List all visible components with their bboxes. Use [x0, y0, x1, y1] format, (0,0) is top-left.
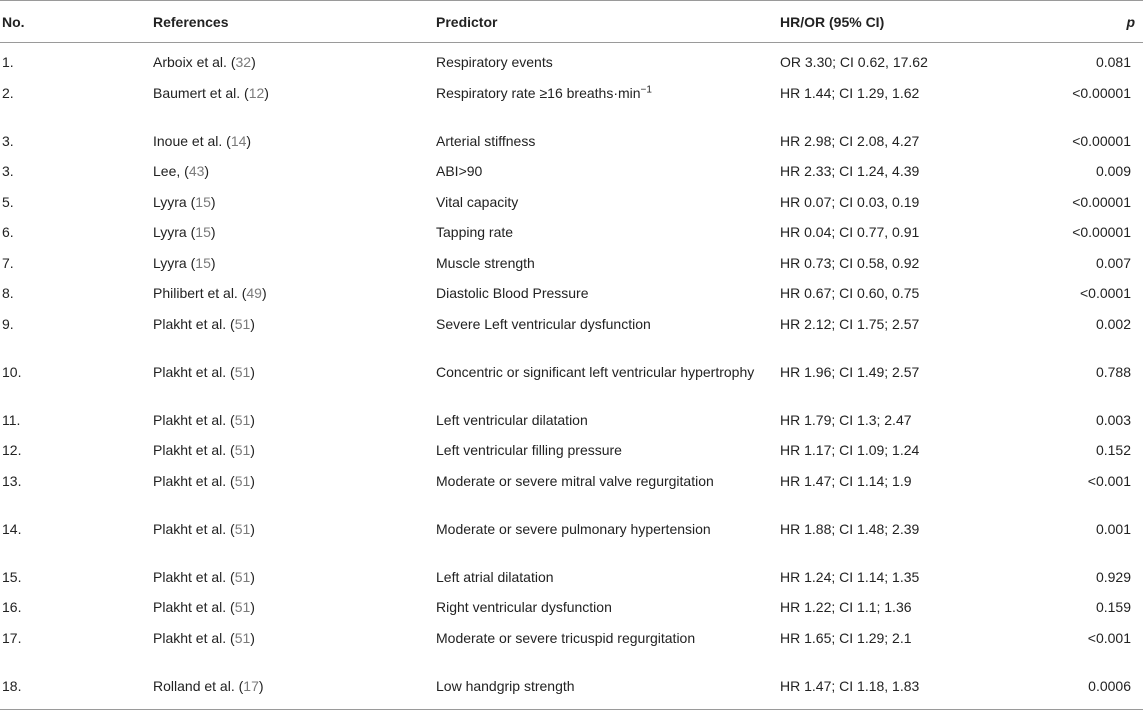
predictor-cell	[434, 594, 778, 625]
reference-close-paren: )	[258, 677, 264, 694]
reference-citation-link[interactable]: 15	[195, 224, 211, 240]
reference-author: Lyyra (	[153, 254, 196, 271]
reference-author: Plakht et al. (	[153, 442, 235, 458]
predictor-cell	[434, 128, 778, 159]
reference-citation-link[interactable]: 51	[234, 599, 251, 615]
table-row	[0, 311, 1143, 359]
table-row	[0, 437, 1143, 468]
reference-close-paren: )	[246, 132, 252, 149]
predictor-cell	[434, 189, 778, 220]
predictor-text: Vital capacity	[436, 193, 519, 210]
p-value-cell: <0.00001	[1072, 84, 1131, 101]
p-value-cell: 0.0006	[1068, 673, 1143, 710]
row-number: 13.	[2, 472, 22, 489]
table-row	[0, 280, 1143, 311]
predictor-superscript: −1	[640, 83, 652, 95]
header-no: No.	[0, 1, 151, 43]
p-value-cell: 0.081	[1095, 54, 1131, 70]
row-number: 11.	[2, 411, 21, 428]
p-value-cell: 0.002	[1095, 315, 1131, 332]
predictor-text: Right ventricular dysfunction	[436, 599, 612, 615]
table-row	[0, 468, 1143, 516]
row-number: 3.	[2, 163, 14, 179]
header-predictor: Predictor	[434, 1, 778, 43]
predictor-text: Concentric or significant left ventricular hypertrophy	[436, 363, 755, 380]
predictor-text: ABI>90	[436, 163, 483, 179]
predictor-cell	[434, 625, 778, 673]
reference-cell	[151, 564, 434, 595]
row-number: 16.	[2, 599, 22, 615]
predictor-cell	[434, 158, 778, 189]
reference-close-paren: )	[250, 411, 255, 428]
header-references: References	[151, 1, 434, 43]
reference-close-paren: )	[204, 163, 210, 179]
reference-citation-link[interactable]: 43	[188, 163, 205, 179]
table-row	[0, 189, 1143, 220]
row-number: 15.	[2, 568, 22, 585]
p-value-cell: 0.788	[1095, 363, 1131, 380]
table-row	[0, 219, 1143, 250]
predictor-text: Moderate or severe tricuspid regurgitation	[436, 629, 696, 646]
predictor-cell	[434, 516, 778, 564]
reference-cell	[151, 437, 434, 468]
predictor-text: Moderate or severe mitral valve regurgitation	[436, 472, 714, 489]
reference-citation-link[interactable]: 51	[234, 520, 251, 537]
predictor-text: Left ventricular dilatation	[436, 411, 588, 428]
reference-close-paren: )	[250, 568, 255, 585]
reference-close-paren: )	[251, 54, 256, 70]
table-row	[0, 516, 1143, 564]
p-value-cell: <0.001	[1087, 629, 1131, 646]
reference-author: Lyyra (	[153, 193, 196, 210]
p-value-cell: <0.00001	[1072, 193, 1131, 210]
header-hr-or: HR/OR (95% CI)	[778, 1, 1068, 43]
hr-or-cell: HR 1.88; CI 1.48; 2.39	[780, 520, 920, 537]
predictor-cell	[434, 80, 778, 128]
table-row	[0, 80, 1143, 128]
reference-author: Arboix et al. (	[153, 54, 236, 70]
table-row	[0, 407, 1143, 438]
reference-close-paren: )	[250, 315, 255, 332]
row-number: 17.	[2, 629, 22, 646]
reference-citation-link[interactable]: 12	[248, 84, 265, 101]
reference-close-paren: )	[250, 599, 255, 615]
reference-cell	[151, 407, 434, 438]
predictor-text: Arterial stiffness	[436, 132, 536, 149]
hr-or-cell: HR 1.22; CI 1.1; 1.36	[780, 599, 912, 615]
reference-cell	[151, 359, 434, 407]
reference-cell	[151, 280, 434, 311]
predictor-text: Low handgrip strength	[436, 677, 575, 694]
p-value-cell: 0.159	[1095, 599, 1131, 615]
reference-author: Plakht et al. (	[153, 472, 235, 489]
reference-cell	[151, 673, 434, 710]
predictor-cell	[434, 280, 778, 311]
row-number: 6.	[2, 224, 14, 240]
p-value-cell: 0.001	[1095, 520, 1131, 537]
reference-close-paren: )	[210, 193, 216, 210]
reference-cell	[151, 43, 434, 80]
reference-citation-link[interactable]: 51	[234, 442, 251, 458]
header-row	[0, 1, 1143, 43]
reference-citation-link[interactable]: 51	[234, 472, 251, 489]
predictor-text: Muscle strength	[436, 254, 535, 271]
hr-or-cell: HR 0.04; CI 0.77, 0.91	[780, 224, 920, 240]
reference-cell	[151, 158, 434, 189]
row-number: 18.	[0, 673, 151, 710]
hr-or-cell: HR 1.47; CI 1.14; 1.9	[780, 472, 912, 489]
p-value-cell: 0.007	[1095, 254, 1131, 271]
table-row	[0, 250, 1143, 281]
hr-or-cell: OR 3.30; CI 0.62, 17.62	[780, 54, 928, 70]
row-number: 12.	[2, 442, 22, 458]
reference-cell	[151, 516, 434, 564]
reference-author: Plakht et al. (	[153, 411, 235, 428]
predictor-cell	[434, 437, 778, 468]
row-number: 7.	[2, 254, 14, 271]
predictor-text: Tapping rate	[436, 224, 514, 240]
reference-author: Plakht et al. (	[153, 568, 235, 585]
hr-or-cell: HR 2.33; CI 1.24, 4.39	[780, 163, 920, 179]
p-value-cell: 0.009	[1095, 163, 1131, 179]
hr-or-cell: HR 0.67; CI 0.60, 0.75	[780, 285, 920, 301]
row-number: 5.	[2, 193, 14, 210]
reference-close-paren: )	[264, 84, 269, 101]
reference-close-paren: )	[250, 520, 255, 537]
reference-citation-link[interactable]: 51	[234, 629, 251, 646]
reference-author: Inoue et al. (	[153, 132, 231, 149]
table-row	[0, 625, 1143, 673]
reference-cell	[151, 80, 434, 128]
reference-citation-link[interactable]: 51	[234, 411, 251, 428]
reference-citation-link[interactable]: 51	[234, 363, 251, 380]
reference-cell	[151, 468, 434, 516]
row-number: 14.	[2, 520, 22, 537]
hr-or-cell: HR 1.17; CI 1.09; 1.24	[780, 442, 920, 458]
reference-author: Plakht et al. (	[153, 599, 235, 615]
row-number: 3.	[2, 132, 14, 149]
hr-or-cell: HR 1.24; CI 1.14; 1.35	[780, 568, 920, 585]
reference-citation-link[interactable]: 51	[234, 568, 251, 585]
hr-or-cell: HR 2.98; CI 2.08, 4.27	[780, 132, 920, 149]
reference-close-paren: )	[250, 472, 255, 489]
reference-citation-link[interactable]: 32	[235, 54, 252, 70]
row-number: 8.	[2, 285, 14, 301]
table-row	[0, 594, 1143, 625]
hr-or-cell: HR 0.73; CI 0.58, 0.92	[780, 254, 920, 271]
reference-citation-link[interactable]: 14	[230, 132, 247, 149]
row-number: 2.	[2, 84, 14, 101]
p-value-cell: 0.003	[1095, 411, 1131, 428]
p-value-cell: <0.0001	[1080, 285, 1131, 301]
reference-citation-link[interactable]: 15	[195, 193, 211, 210]
reference-citation-link[interactable]: 49	[246, 285, 262, 301]
p-value-cell: <0.00001	[1072, 132, 1131, 149]
predictor-text: Moderate or severe pulmonary hypertension	[436, 520, 711, 537]
predictor-cell	[434, 219, 778, 250]
row-number: 10.	[2, 363, 22, 380]
predictor-text: Severe Left ventricular dysfunction	[436, 315, 651, 332]
reference-author: Plakht et al. (	[153, 315, 235, 332]
table-row	[0, 43, 1143, 80]
predictor-text: Left ventricular filling pressure	[436, 442, 622, 458]
predictor-text: Diastolic Blood Pressure	[436, 285, 589, 301]
reference-cell	[151, 128, 434, 159]
reference-close-paren: )	[250, 629, 255, 646]
p-value-cell: <0.001	[1087, 472, 1131, 489]
row-number: 1.	[2, 54, 14, 70]
hr-or-cell: HR 1.44; CI 1.29, 1.62	[780, 84, 920, 101]
reference-author: Philibert et al. (	[153, 285, 247, 301]
table-body	[0, 43, 1143, 710]
reference-author: Plakht et al. (	[153, 629, 235, 646]
reference-cell	[151, 250, 434, 281]
reference-cell	[151, 311, 434, 359]
hr-or-cell: HR 1.96; CI 1.49; 2.57	[780, 363, 920, 380]
predictor-cell	[434, 43, 778, 80]
reference-close-paren: )	[250, 442, 255, 458]
reference-close-paren: )	[250, 363, 255, 380]
reference-close-paren: )	[261, 285, 267, 301]
hr-or-cell: HR 1.65; CI 1.29; 2.1	[780, 629, 912, 646]
header-p: p	[1068, 1, 1143, 43]
hr-or-cell: HR 2.12; CI 1.75; 2.57	[780, 315, 920, 332]
table-row	[0, 128, 1143, 159]
p-value-cell: 0.929	[1095, 568, 1131, 585]
reference-author: Lyyra (	[153, 224, 196, 240]
reference-citation-link[interactable]: 17	[243, 677, 259, 694]
reference-author: Plakht et al. (	[153, 520, 235, 537]
reference-author: Baumert et al. (	[153, 84, 249, 101]
hr-or-cell: HR 1.47; CI 1.18, 1.83	[778, 673, 1068, 710]
reference-cell	[151, 219, 434, 250]
row-number: 9.	[2, 315, 14, 332]
reference-author: Rolland et al. (	[153, 677, 244, 694]
predictor-text: Left atrial dilatation	[436, 568, 554, 585]
hr-or-cell: HR 1.79; CI 1.3; 2.47	[780, 411, 912, 428]
hr-or-cell: HR 0.07; CI 0.03, 0.19	[780, 193, 920, 210]
reference-author: Plakht et al. (	[153, 363, 235, 380]
reference-citation-link[interactable]: 15	[195, 254, 211, 271]
predictor-cell	[434, 359, 778, 407]
predictor-cell	[434, 468, 778, 516]
predictor-cell	[434, 564, 778, 595]
predictor-cell	[434, 673, 778, 710]
p-value-cell: <0.00001	[1072, 224, 1131, 240]
table-header	[0, 1, 1143, 43]
reference-close-paren: )	[210, 254, 216, 271]
p-value-cell: 0.152	[1095, 442, 1131, 458]
predictor-cell	[434, 250, 778, 281]
reference-cell	[151, 594, 434, 625]
table-row	[0, 359, 1143, 407]
predictor-text: Respiratory events	[436, 54, 553, 70]
reference-cell	[151, 625, 434, 673]
reference-close-paren: )	[210, 224, 216, 240]
predictor-cell	[434, 407, 778, 438]
table-row	[0, 564, 1143, 595]
table-row	[0, 673, 1143, 710]
predictor-text: Respiratory rate ≥16 breaths·min	[436, 84, 641, 101]
reference-author: Lee, (	[153, 163, 189, 179]
predictor-cell	[434, 311, 778, 359]
table-row	[0, 158, 1143, 189]
reference-citation-link[interactable]: 51	[234, 315, 251, 332]
reference-cell	[151, 189, 434, 220]
